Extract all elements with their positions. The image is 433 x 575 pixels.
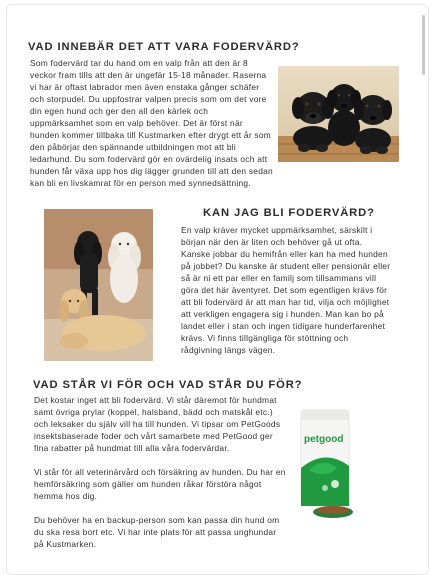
section-title-what-we-stand-for: VAD STÅR VI FÖR OCH VAD STÅR DU FÖR?	[33, 379, 303, 391]
section-paragraph: Vi står för all veterinärvård och försäkring av hunden. Du har en hemförsäkring som gäller om hunden råkar förstöra något hemma hos dig.	[34, 467, 286, 501]
petgood-bag-photo	[295, 408, 357, 520]
puppies-photo	[278, 66, 399, 162]
poodles-photo	[44, 209, 153, 361]
section-paragraph: Det kostar inget att bli fodervärd. Vi står däremot för hundmat samt övriga prylar (koppel, halsband, bädd och matskål etc.) och leksaker du själv vill ha till hunden. Vi tipsar om PetGoods insektsbaserade foder och vårt samarbete med PetGood ger fina rabatter på hundmat till alla våra fodervärdar.	[34, 395, 281, 453]
section-paragraph: Du behöver ha en backup-person som kan passa din hund om du ska resa bort etc. Vi har inte plats för att passa unghundar på Kustmarken.	[34, 515, 280, 549]
section-paragraph: Som fodervärd tar du hand om en valp från att den är 8 veckor fram tills att den är ungefär 15-18 månader. Raserna vi har är oftast labrador men även enstaka gånger schäfer och storpudel. Du uppfostrar valpen precis som om det vore din egen hund och ger den all den kärlek och uppmärksamhet som en valp behöver. Det är först när hunden kommer tillbaka till Kustmarken efter drygt ett år som den påbörjar den spännande utbildningen mot att bli ledarhund. Du som fodervärd gör en ovärdelig insats och att hunden får växa upp hos dig lägger grunden till att den sedan kan bli en livskamrat för en person med synnedsättning.	[30, 58, 273, 188]
section-body	[34, 394, 288, 550]
section-title-can-i-become: KAN JAG BLI FODERVÄRD?	[203, 207, 375, 219]
section-title-what-it-means: VAD INNEBÄR DET ATT VARA FODERVÄRD?	[28, 41, 300, 53]
bag-brand-label: petgood	[304, 434, 344, 445]
scrollbar[interactable]	[422, 15, 425, 75]
section-paragraph: En valp kräver mycket uppmärksamhet, särskilt i början när den är liten och behöver gå ut ofta. Kanske jobbar du hemifrån eller kan ha med hunden på jobbet? Du kanske är student eller pensionär eller så är ni ett par eller en familj som tillsammans vill göra det här äventyret. Det som egentligen krävs för att bli fodervärd är att man har tid, vilja och möjlighet att verkligen engagera sig i hunden. Man kan bo på landet eller i stan och ingen tidigare hunderfarenhet krävs. Vi finns tillgängliga för stöttning och rådgivning längs vägen.	[181, 225, 391, 355]
